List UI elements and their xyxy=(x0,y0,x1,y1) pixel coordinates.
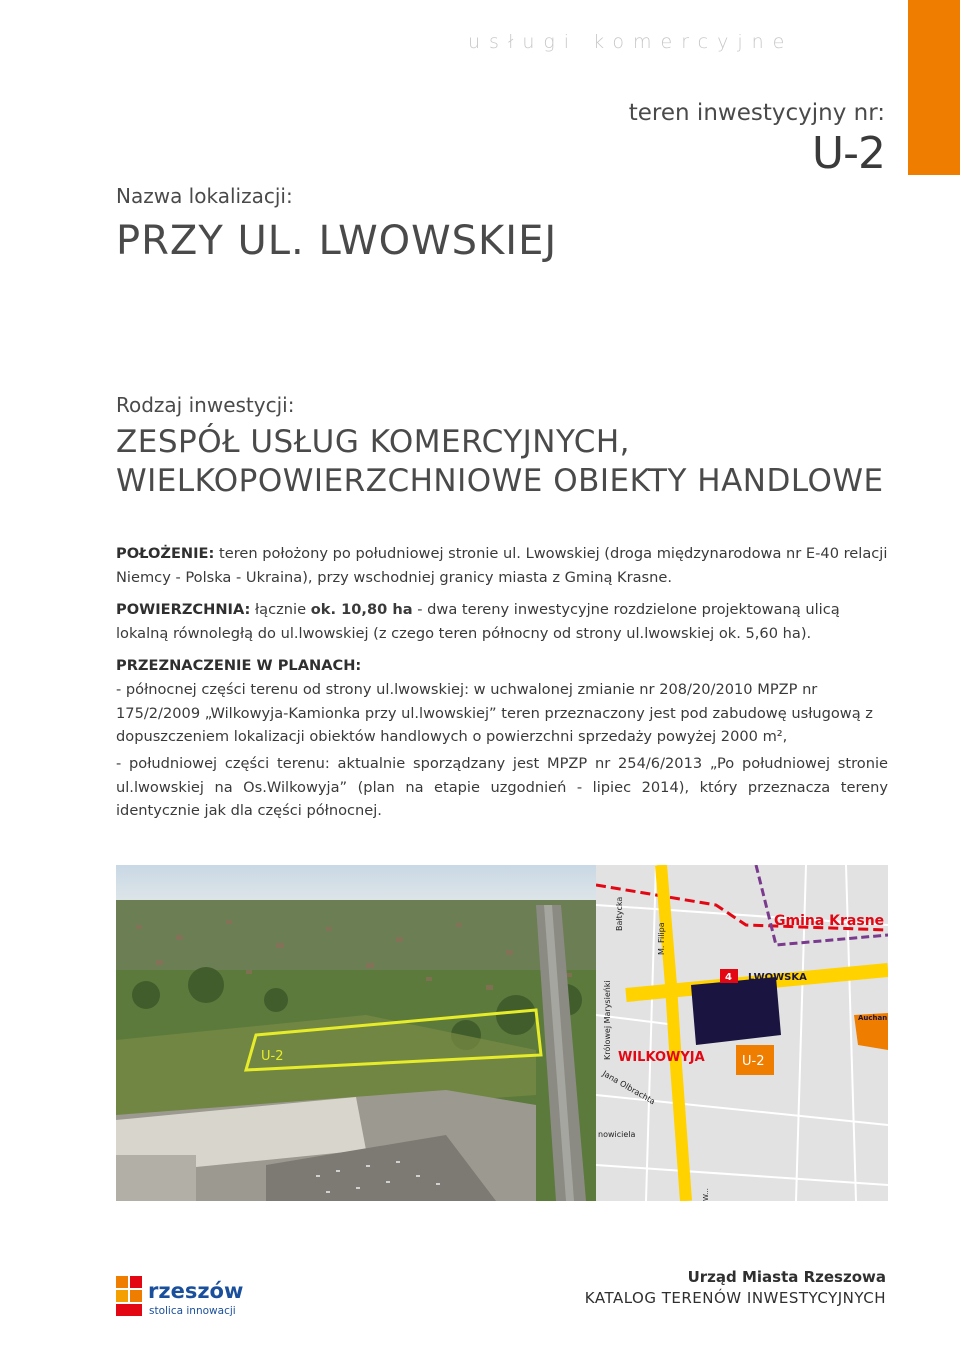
map-road-name: LWOWSKA xyxy=(748,972,807,983)
map-district: WILKOWYJA xyxy=(618,1050,705,1065)
przeznaczenie-north: - północnej części terenu od strony ul.lwowskiej: w uchwalonej zmianie nr 208/20/2010 MPZP nr 175/2/2009 „Wilkowyja-Kamionka przy ul.lwowskiej” teren przeznaczony jest pod zabudowę usługową z dopuszczeniem lokalizacji obiektów handlowych o powierzchni sprzedaży powyżej 2000 m², xyxy=(116,681,873,745)
header-orange-bar xyxy=(908,0,960,175)
powierzchnia-paragraph xyxy=(116,598,888,645)
powierzchnia-text: - dwa tereny inwestycyjne rozdzielone projektowaną ulicą lokalną równoległą do ul.lwowskiej (z czego teren północny od strony ul.lwowskiej ok. 5,60 ha). xyxy=(116,601,840,642)
logo-tagline: stolica innowacji xyxy=(149,1305,236,1317)
map-street-filipa: M. Filipa xyxy=(657,922,666,955)
map-street-nowiciela: nowiciela xyxy=(598,1130,636,1139)
teren-number: U-2 xyxy=(811,128,885,179)
polozenie-text: teren położony po południowej stronie ul. Lwowskiej (droga międzynarodowa nr E-40 relacji Niemcy - Polska - Ukraina), przy wschodniej granicy miasta z Gminą Krasne. xyxy=(116,545,888,586)
przeznaczenie-label: PRZEZNACZENIE W PLANACH: xyxy=(116,657,362,674)
powierzchnia-pre: łącznie xyxy=(250,601,311,618)
polozenie-paragraph xyxy=(116,542,888,589)
teren-label: teren inwestycyjny nr: xyxy=(628,100,885,126)
polozenie-label: POŁOŻENIE: xyxy=(116,545,215,562)
map-street-w: W... xyxy=(702,1188,710,1201)
location-map xyxy=(596,865,888,1201)
map-street-olbrachta: Jana Olbrachta xyxy=(601,1068,657,1107)
investment-type-line1: ZESPÓŁ USŁUG KOMERCYJNYCH, xyxy=(116,424,631,460)
footer-office: Urząd Miasta Rzeszowa xyxy=(687,1268,886,1286)
map-street-krolowej: Królowej Marysieńki xyxy=(603,980,612,1060)
map-gmina-label: Gmina Krasne xyxy=(774,913,885,929)
rzeszow-logo xyxy=(116,1272,266,1330)
map-road-number: 4 xyxy=(725,972,732,983)
powierzchnia-value: ok. 10,80 ha xyxy=(310,601,413,618)
powierzchnia-label: POWIERZCHNIA: xyxy=(116,601,251,618)
footer-catalog: KATALOG TERENÓW INWESTYCYJNYCH xyxy=(584,1289,886,1307)
photo-plot-label: U-2 xyxy=(261,1049,284,1064)
category-tag: usługi komercyjne xyxy=(468,31,794,53)
map-street-baltycka: Bałtycka xyxy=(615,896,624,931)
rzeszow-logo-icon xyxy=(116,1276,142,1316)
location-name: PRZY UL. LWOWSKIEJ xyxy=(116,218,558,264)
przeznaczenie-south: - południowej części terenu: aktualnie sporządzany jest MPZP nr 254/6/2013 „Po południowej stronie ul.lwowskiej na Os.Wilkowyja” (plan na etapie uzgodnień - lipiec 2014), który przeznacza tereny identycznie jak dla części północnej. xyxy=(116,755,888,819)
map-shop: Auchan xyxy=(858,1014,888,1022)
investment-type-line2: WIELKOPOWIERZCHNIOWE OBIEKTY HANDLOWE xyxy=(116,463,884,499)
investment-label: Rodzaj inwestycji: xyxy=(116,393,295,417)
map-plot: U-2 xyxy=(742,1054,765,1069)
logo-name: rzeszów xyxy=(148,1279,244,1303)
location-label: Nazwa lokalizacji: xyxy=(116,184,293,208)
aerial-photo xyxy=(116,865,596,1201)
